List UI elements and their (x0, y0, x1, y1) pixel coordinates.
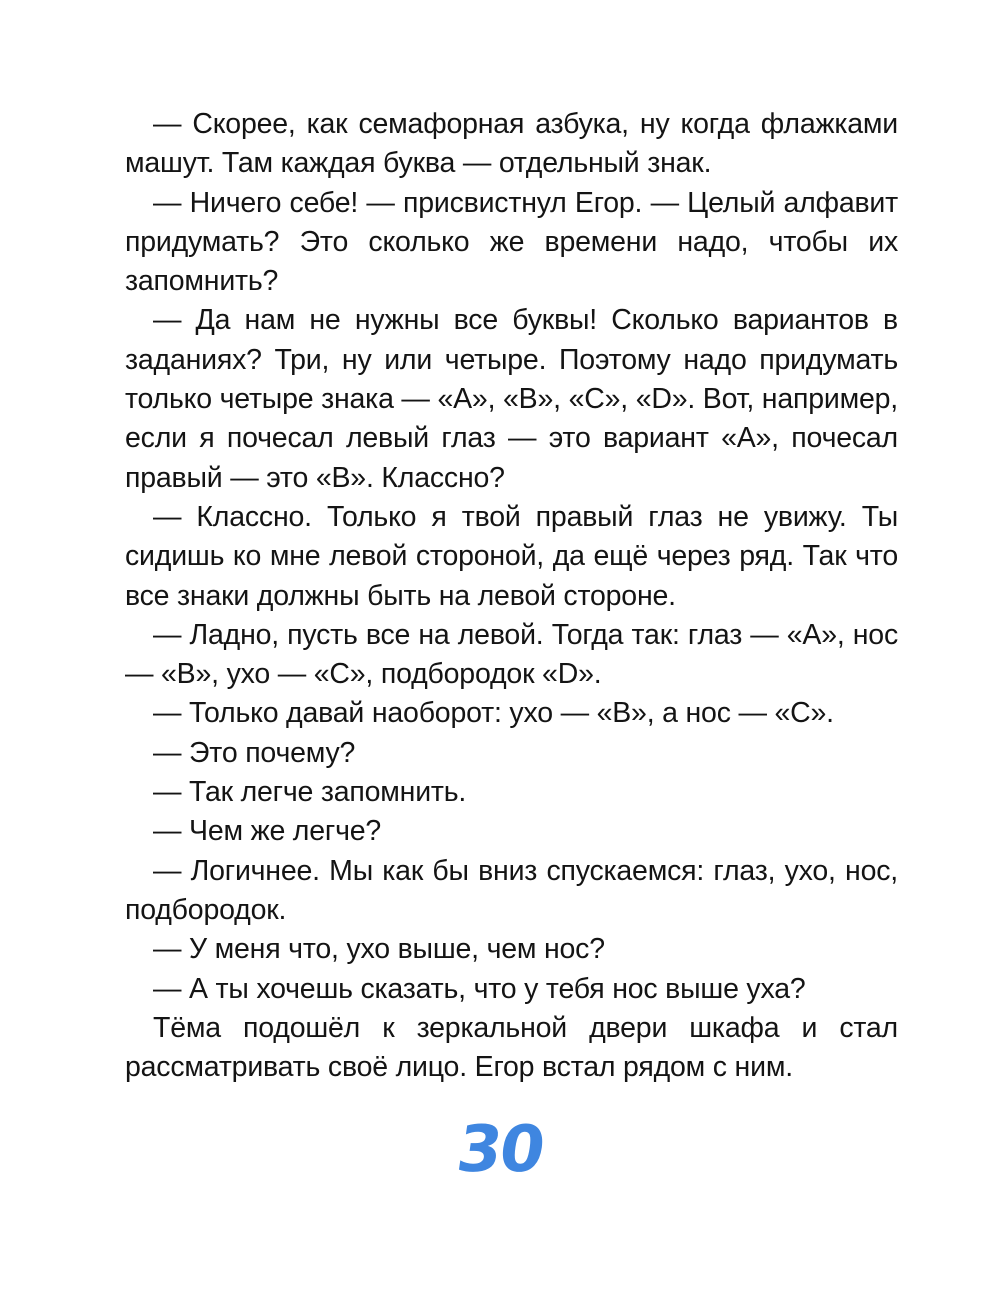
page-number: 30 (452, 1113, 548, 1187)
paragraph: — Скорее, как семафорная азбука, ну когда флажками машут. Там каждая буква — отдельный знак. (125, 108, 898, 180)
paragraph: — Это почему? (153, 736, 356, 769)
paragraph: Тёма подошёл к зеркальной двери шкафа и стал рассматривать своё лицо. Егор встал рядом с ним. (125, 1011, 898, 1084)
paragraph: — Классно. Только я твой правый глаз не увижу. Ты сидишь ко мне левой стороной, да ещё через ряд. Так что все знаки должны быть на левой стороне. (125, 500, 898, 612)
paragraph: — Ничего себе! — присвистнул Егор. — Целый алфавит придумать? Это сколько же времени надо, чтобы их запомнить? (125, 186, 898, 298)
paragraph: — Чем же легче? (153, 815, 382, 848)
paragraph: — Да нам не нужны все буквы! Сколько вариантов в заданиях? Три, ну или четыре. Поэтому надо придумать только четыре знака — «А», «В», «С», «D». Вот, например, если я почесал левый глаз — это вариант «А», почесал правый — это «В». Классно? (125, 304, 898, 494)
body-text (125, 105, 898, 1087)
paragraph: — Логичнее. Мы как бы вниз спускаемся: глаз, ухо, нос, подбородок. (125, 854, 898, 926)
paragraph: — Так легче запомнить. (153, 776, 467, 809)
paragraph: — Ладно, пусть все на левой. Тогда так: глаз — «А», нос — «В», ухо — «С», подбородок «D». (125, 618, 898, 691)
paragraph: — Только давай наоборот: ухо — «В», а нос — «С». (153, 697, 834, 730)
paragraph: — У меня что, ухо выше, чем нос? (153, 933, 605, 966)
paragraph: — А ты хочешь сказать, что у тебя нос выше уха? (153, 972, 806, 1005)
